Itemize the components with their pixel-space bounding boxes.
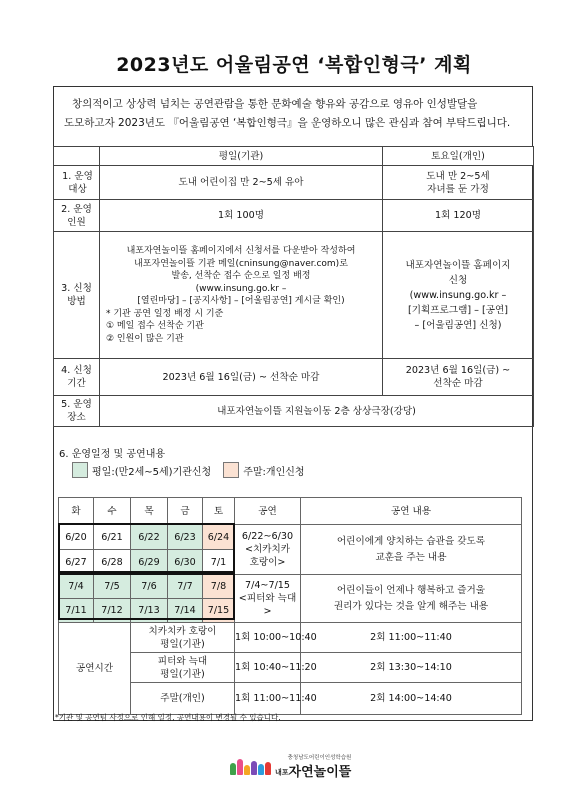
row-label-venue: 5. 운영 장소 (54, 396, 100, 427)
day-wed: 수 (94, 498, 131, 525)
date-cell: 7/7 (168, 575, 203, 599)
date-cell: 6/21 (94, 525, 131, 550)
date-cell: 7/14 (168, 599, 203, 623)
content-header: 공연 내용 (301, 498, 522, 525)
period-saturday: 2023년 6월 16일(금) ~ 선착순 마감 (383, 359, 534, 396)
row-label-count: 2. 운영 인원 (54, 200, 100, 232)
date-cell: 7/1 (203, 550, 235, 575)
show-header: 공연 (235, 498, 301, 525)
count-weekday: 1회 100명 (100, 200, 383, 232)
legend-green-swatch (72, 462, 88, 478)
intro-line-1: 창의적이고 상상력 넘치는 공연관람을 통한 문화예술 향유와 공감으로 영유아 인성발달을 (72, 98, 478, 110)
date-cell: 6/20 (59, 525, 94, 550)
show-1-content: 어린이에게 양치하는 습관을 갖도록 교훈을 주는 내용 (301, 525, 522, 575)
period-weekday: 2023년 6월 16일(금) ~ 선착순 마감 (100, 359, 383, 396)
time-second: 2회 13:30~14:10 (301, 653, 522, 683)
row-label-period: 4. 신청 기간 (54, 359, 100, 396)
logo-name: 내포자연놀이뜰 (275, 765, 352, 780)
apply-weekday (100, 232, 383, 359)
date-cell: 6/23 (168, 525, 203, 550)
schedule-table (58, 497, 522, 715)
time-first: 1회 11:00~11:40 (235, 683, 301, 715)
date-cell: 7/15 (203, 599, 235, 623)
apply-saturday: 내포자연놀이뜰 홈페이지 신청 (www.insung.go.kr – [기획프로그램] – [공연] – [어울림공연] 신청) (383, 232, 534, 359)
date-cell: 7/8 (203, 575, 235, 599)
day-fri: 금 (168, 498, 203, 525)
date-cell: 7/4 (59, 575, 94, 599)
section6-heading: 6. 운영일정 및 공연내용 (59, 449, 166, 460)
info-table (53, 146, 534, 427)
date-cell: 7/5 (94, 575, 131, 599)
venue-value: 내포자연놀이뜰 지원놀이동 2층 상상극장(강당) (100, 396, 534, 427)
header-empty (54, 147, 100, 166)
show-2-content: 어린이들이 언제나 행복하고 즐거울 권리가 있다는 것을 알게 해주는 내용 (301, 575, 522, 623)
row-label-target: 1. 운영 대상 (54, 166, 100, 200)
logo-org-name: 충청남도어린이인성학습원 (287, 755, 352, 761)
time-second: 2회 11:00~11:40 (301, 623, 522, 653)
header-saturday: 토요일(개인) (383, 147, 534, 166)
legend-weekend-label: 주말:개인신청 (243, 466, 305, 478)
date-cell: 6/29 (131, 550, 168, 575)
time-second: 2회 14:00~14:40 (301, 683, 522, 715)
row-label-apply: 3. 신청 방법 (54, 232, 100, 359)
target-saturday: 도내 만 2~5세 자녀를 둔 가정 (383, 166, 534, 200)
date-cell: 6/28 (94, 550, 131, 575)
time-first: 1회 10:00~10:40 (235, 623, 301, 653)
time-first: 1회 10:40~11:20 (235, 653, 301, 683)
legend-orange-swatch (223, 462, 239, 478)
apply-weekday-method: 내포자연놀이뜰 홈페이지에서 신청서를 다운받아 작성하여 내포자연놀이뜰 기관 메일(cninsung@naver.com)로 발송, 선착순 접수 순으로 일정 배정 (www.insung.go.kr – [열린마당] – [공지사항] – [어울림공연] 게시글 확인) (126, 246, 356, 306)
header-weekday: 평일(기관) (100, 147, 383, 166)
date-cell: 7/11 (59, 599, 94, 623)
count-saturday: 1회 120명 (383, 200, 534, 232)
date-cell: 7/13 (131, 599, 168, 623)
show-1-period: 6/22~6/30 <치카치카 호랑이> (235, 525, 301, 575)
time-name: 치카치카 호랑이 평일(기관) (131, 623, 235, 653)
logo-mark-icon (230, 759, 271, 775)
date-cell: 6/27 (59, 550, 94, 575)
day-tue: 화 (59, 498, 94, 525)
date-cell: 6/24 (203, 525, 235, 550)
apply-weekday-note: * 기관 공연 일정 배정 시 기준 ① 메일 접수 선착순 기관 ② 인원이 많은 기관 (106, 308, 224, 344)
footnote: *기관 및 공연팀 사정으로 인해 일정, 공연내용이 변경될 수 있습니다. (55, 713, 281, 722)
date-cell: 6/22 (131, 525, 168, 550)
date-cell: 6/30 (168, 550, 203, 575)
legend (72, 462, 305, 478)
time-name: 피터와 늑대 평일(기관) (131, 653, 235, 683)
date-cell: 7/12 (94, 599, 131, 623)
page-title: 2023년도 어울림공연 ‘복합인형극’ 계획 (116, 54, 472, 76)
target-weekday: 도내 어린이집 만 2~5세 유아 (100, 166, 383, 200)
day-thu: 목 (131, 498, 168, 525)
date-cell: 7/6 (131, 575, 168, 599)
org-logo (230, 753, 351, 780)
time-name: 주말(개인) (131, 683, 235, 715)
times-label: 공연시간 (59, 623, 131, 715)
intro-line-2: 도모하고자 2023년도 『어울림공연 ‘복합인형극』을 운영하오니 많은 관심과 참여 부탁드립니다. (64, 117, 511, 129)
show-2-period: 7/4~7/15 <피터와 늑대> (235, 575, 301, 623)
legend-weekday-label: 평일:(만2세~5세)기관신청 (92, 466, 212, 478)
day-sat: 토 (203, 498, 235, 525)
